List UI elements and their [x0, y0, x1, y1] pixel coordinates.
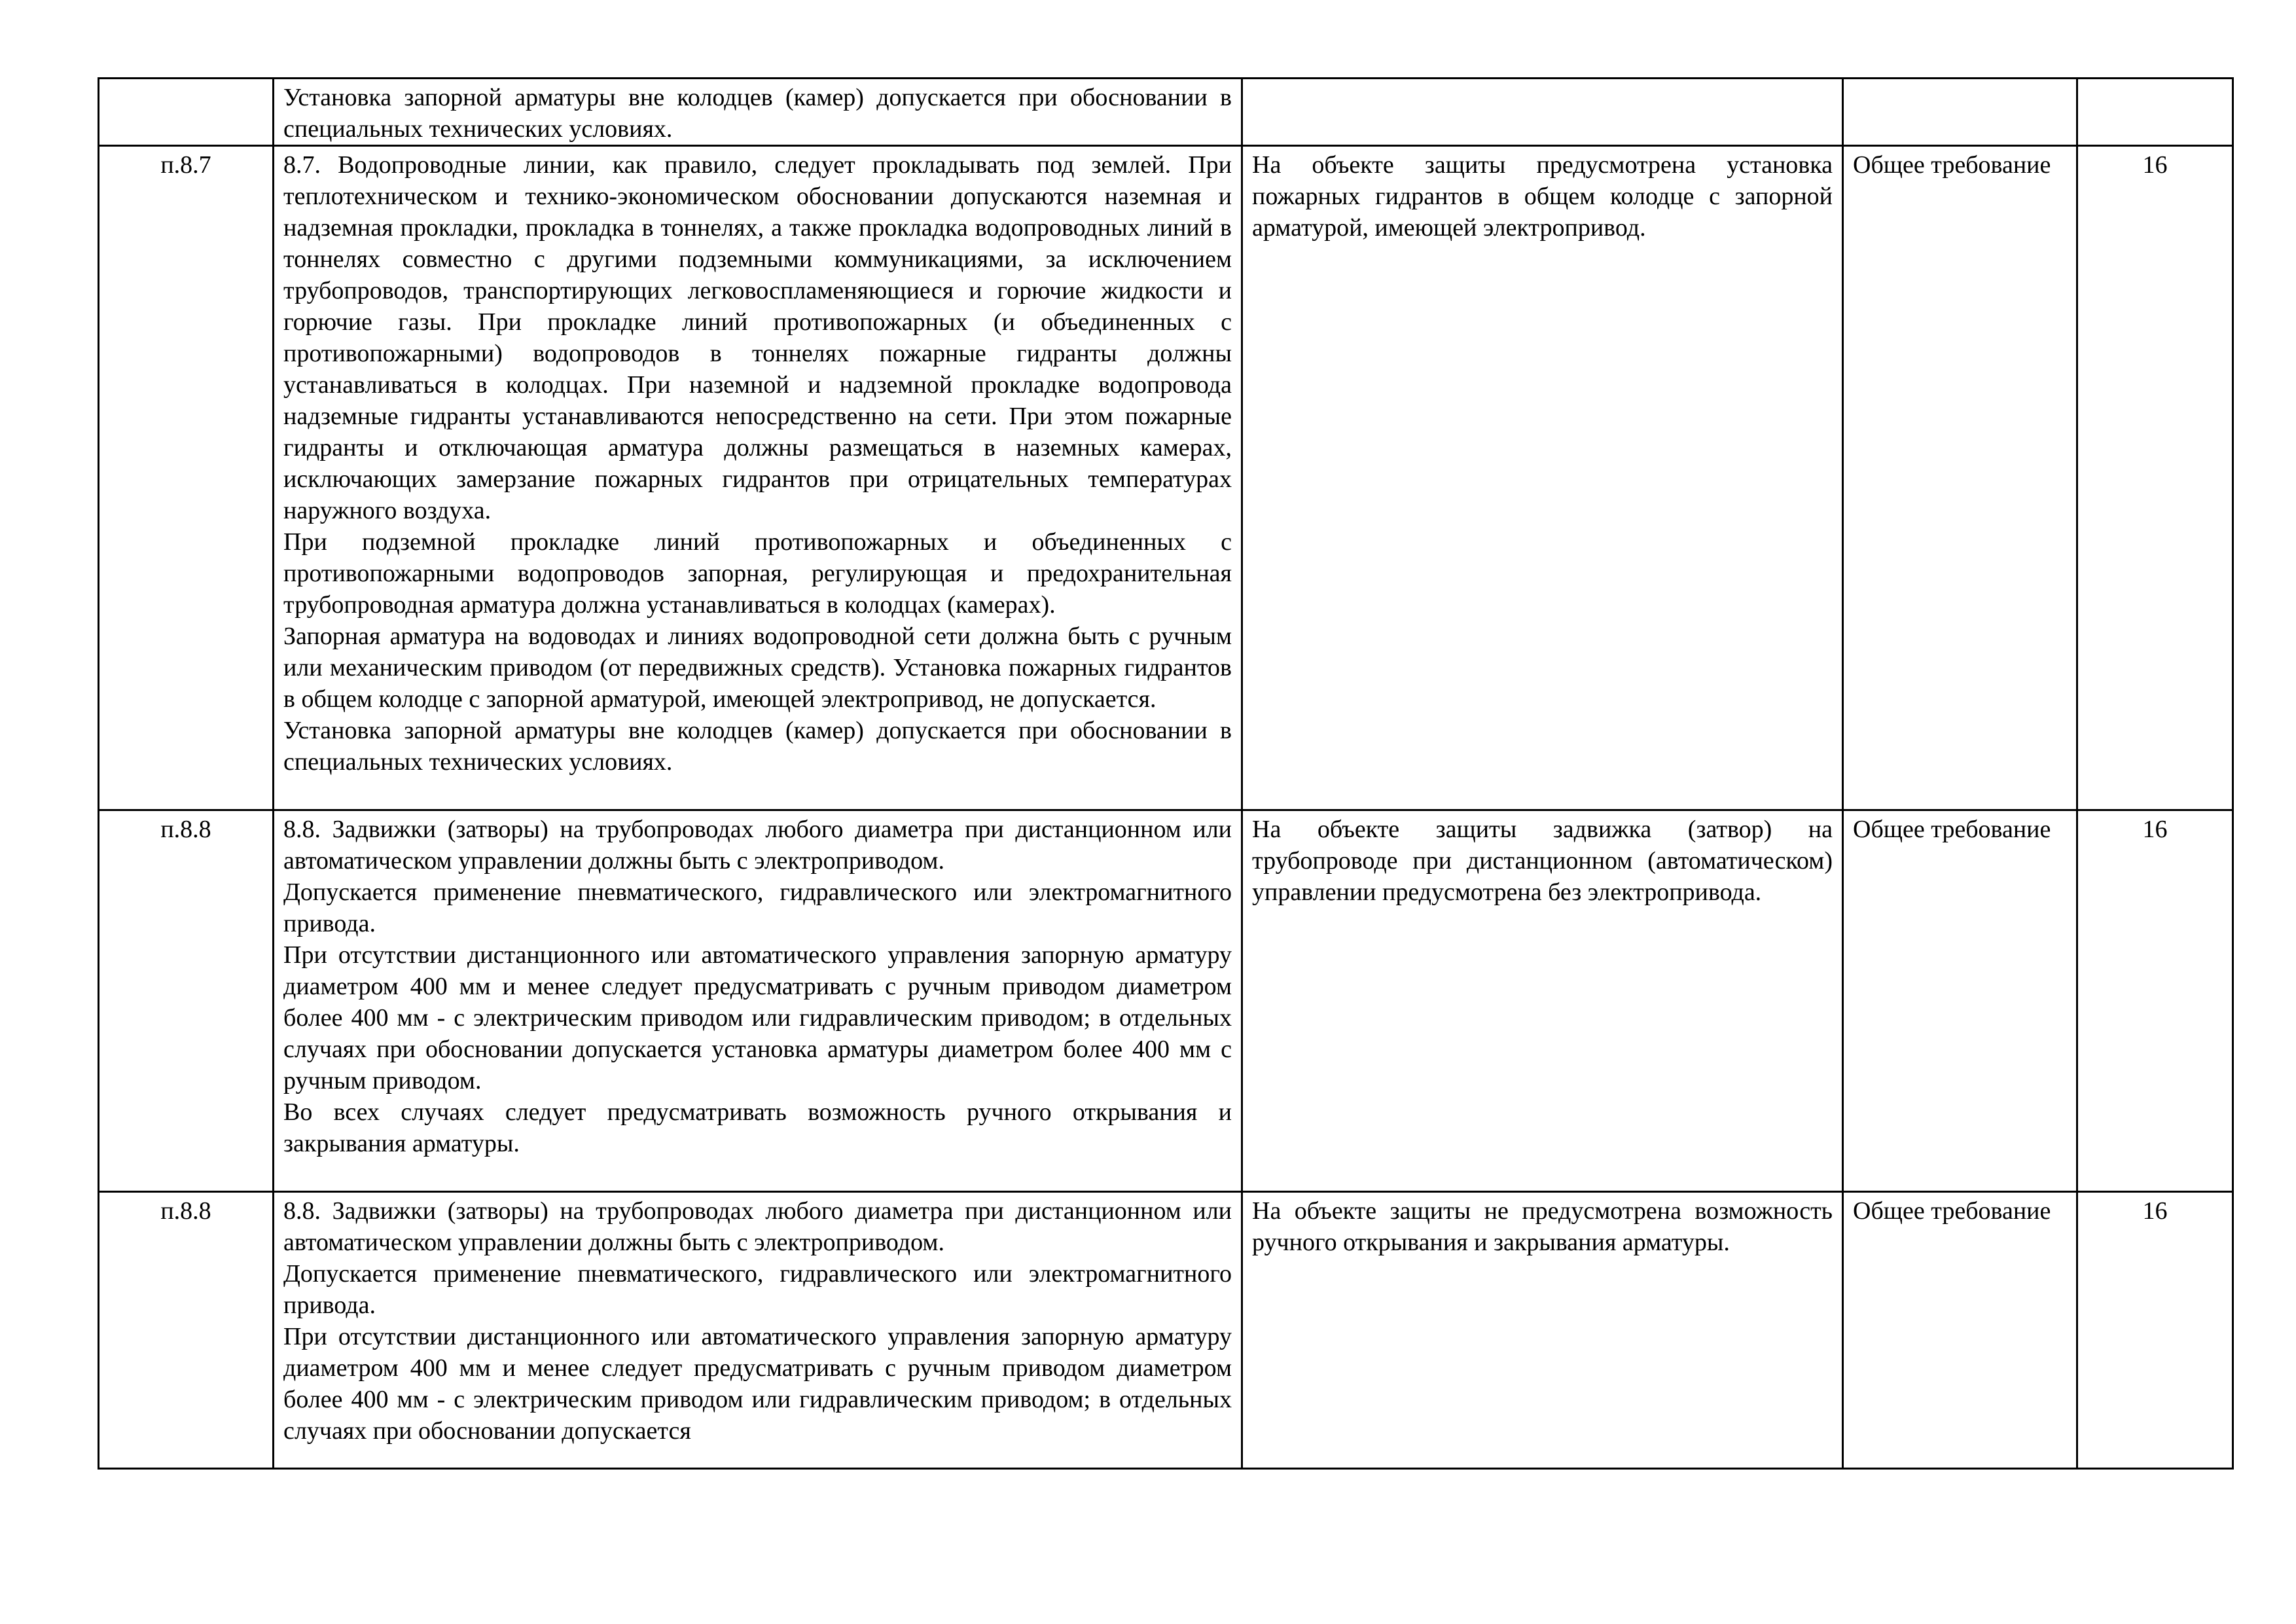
requirements-table [98, 77, 2234, 1470]
requirement-cell [274, 79, 1242, 146]
category-cell: Общее требование [1843, 810, 2077, 1192]
requirement-paragraph: 8.8. Задвижки (затворы) на трубопроводах любого диаметра при дистанционном или автоматическом управлении должны быть с электроприводом. [283, 1197, 1232, 1256]
clause-cell [99, 79, 274, 146]
clause-cell: п.8.8 [99, 1192, 274, 1469]
table-row [99, 79, 2233, 146]
requirement-cell [274, 810, 1242, 1192]
category-cell: Общее требование [1843, 1192, 2077, 1469]
clause-cell: п.8.7 [99, 146, 274, 810]
table-row [99, 146, 2233, 810]
requirement-paragraph: При отсутствии дистанционного или автоматического управления запорную арматуру диаметром 400 мм и менее следует предусматривать с ручным приводом диаметром более 400 мм - с электрическим приводом или гидравлическим приводом; в отдельных случаях при обосновании допускается установка арматуры диаметром более 400 мм с ручным приводом. [283, 941, 1232, 1094]
category-cell: Общее требование [1843, 146, 2077, 810]
requirement-paragraph: Установка запорной арматуры вне колодцев (камер) допускается при обосновании в специальных технических условиях. [283, 84, 1232, 143]
source-cell [2077, 79, 2233, 146]
clause-cell: п.8.8 [99, 810, 274, 1192]
source-cell: 16 [2077, 1192, 2233, 1469]
source-cell: 16 [2077, 146, 2233, 810]
requirement-paragraph: Запорная арматура на водоводах и линиях водопроводной сети должна быть с ручным или механическим приводом (от передвижных средств). Установка пожарных гидрантов в общем колодце с запорной арматурой, имеющей электропривод, не допускается. [283, 623, 1232, 713]
category-cell [1843, 79, 2077, 146]
requirement-paragraph: Допускается применение пневматического, гидравлического или электромагнитного привода. [283, 1260, 1232, 1319]
requirement-paragraph: При отсутствии дистанционного или автоматического управления запорную арматуру диаметром 400 мм и менее следует предусматривать с ручным приводом диаметром более 400 мм - с электрическим приводом или гидравлическим приводом; в отдельных случаях при обосновании допускается [283, 1323, 1232, 1445]
finding-cell: На объекте защиты задвижка (затвор) на трубопроводе при дистанционном (автоматическом) управлении предусмотрена без электропривода. [1242, 810, 1843, 1192]
requirement-paragraph: При подземной прокладке линий противопожарных и объединенных с противопожарными водопроводов запорная, регулирующая и предохранительная трубопроводная арматура должна устанавливаться в колодцах (камерах). [283, 528, 1232, 619]
requirement-paragraph: 8.7. Водопроводные линии, как правило, следует прокладывать под землей. При теплотехническом и технико-экономическом обосновании допускаются наземная и надземная прокладки, прокладка в тоннелях, а также прокладка водопроводных линий в тоннелях совместно с другими подземными коммуникациями, за исключением трубопроводов, транспортирующих легковоспламеняющиеся и горючие жидкости и горючие газы. При прокладке линий противопожарных (и объединенных с противопожарными) водопроводов в тоннелях пожарные гидранты должны устанавливаться в колодцах. При наземной и надземной прокладке водопровода надземные гидранты устанавливаются непосредственно на сети. При этом пожарные гидранты и отключающая арматура должны размещаться в наземных камерах, исключающих замерзание пожарных гидрантов при отрицательных температурах наружного воздуха. [283, 151, 1232, 524]
source-cell: 16 [2077, 810, 2233, 1192]
table-row [99, 1192, 2233, 1469]
requirement-cell [274, 146, 1242, 810]
table-row [99, 810, 2233, 1192]
finding-cell [1242, 79, 1843, 146]
requirement-paragraph: Во всех случаях следует предусматривать возможность ручного открывания и закрывания арматуры. [283, 1098, 1232, 1157]
finding-cell: На объекте защиты предусмотрена установка пожарных гидрантов в общем колодце с запорной арматурой, имеющей электропривод. [1242, 146, 1843, 810]
requirement-paragraph: 8.8. Задвижки (затворы) на трубопроводах любого диаметра при дистанционном или автоматическом управлении должны быть с электроприводом. [283, 816, 1232, 875]
requirement-cell [274, 1192, 1242, 1469]
requirement-paragraph: Установка запорной арматуры вне колодцев (камер) допускается при обосновании в специальных технических условиях. [283, 717, 1232, 776]
requirement-paragraph: Допускается применение пневматического, гидравлического или электромагнитного привода. [283, 878, 1232, 937]
finding-cell: На объекте защиты не предусмотрена возможность ручного открывания и закрывания арматуры. [1242, 1192, 1843, 1469]
